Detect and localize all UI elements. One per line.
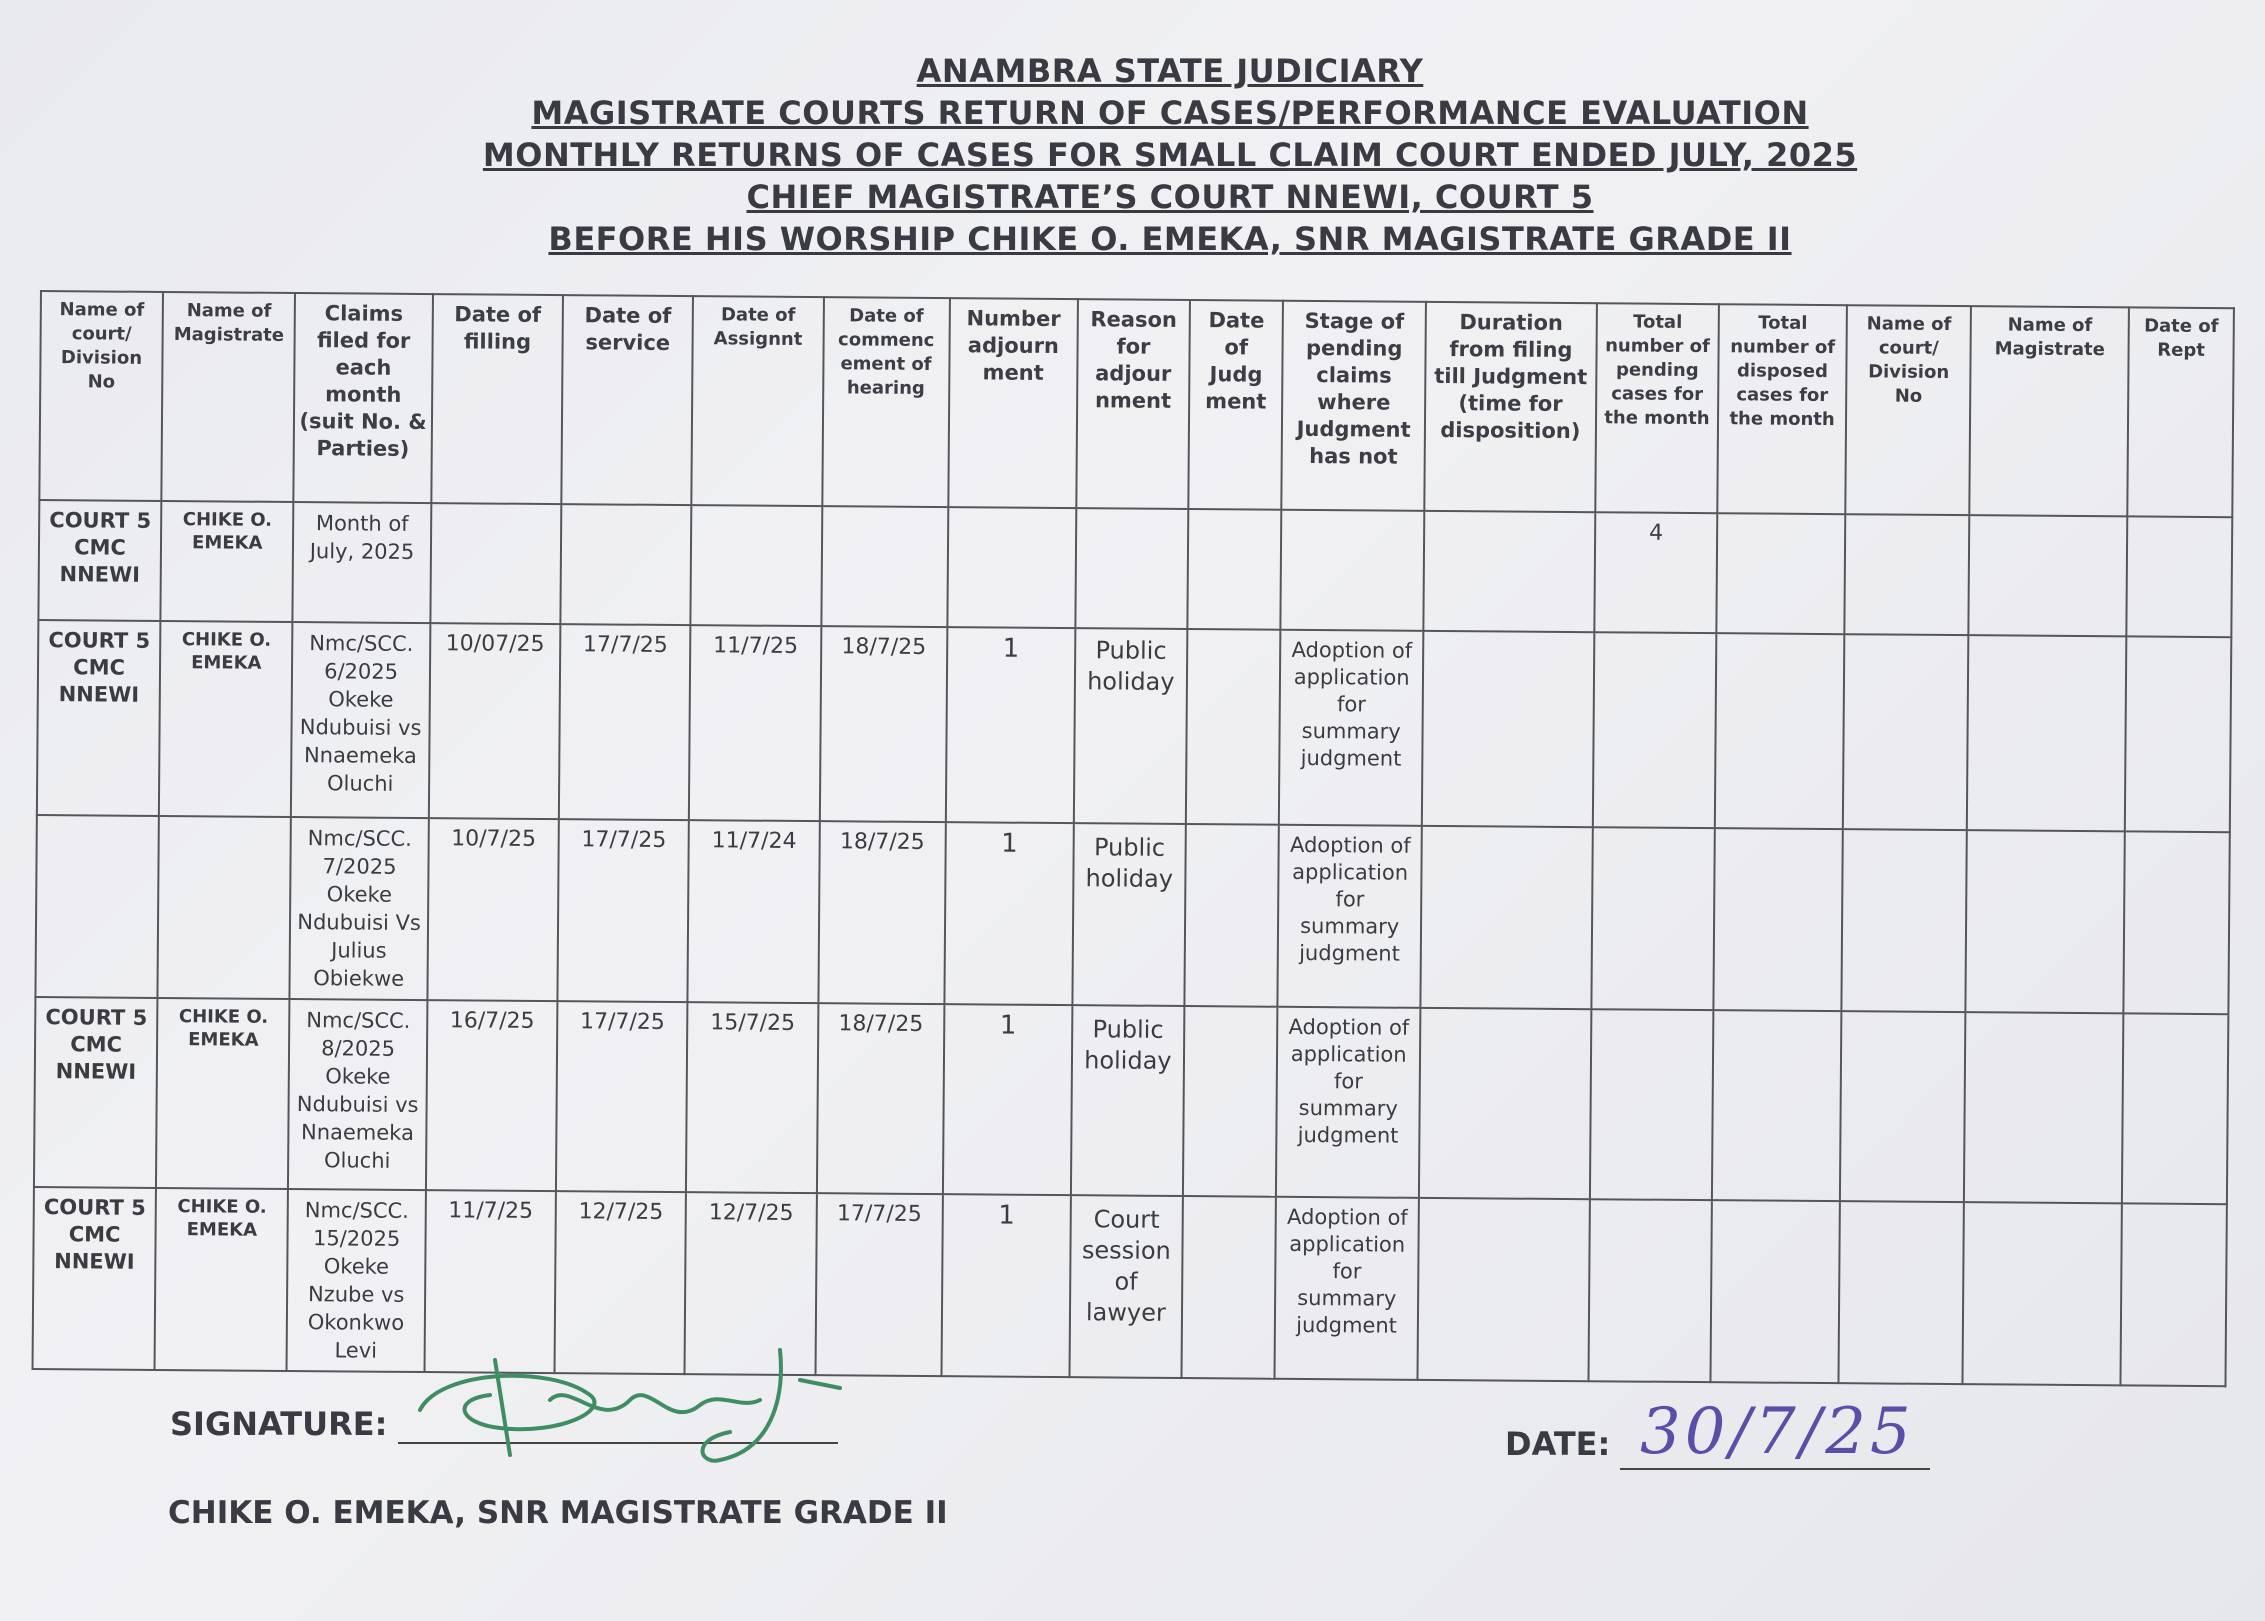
- summary-claims: Month of July, 2025: [293, 502, 431, 623]
- table-row: [34, 997, 2228, 1204]
- row-judgment-date: [1181, 1196, 1276, 1379]
- col-report-date: Date of Rept: [2127, 307, 2234, 517]
- empty-cell: [1593, 632, 1717, 828]
- empty-cell: [1590, 1009, 1714, 1200]
- empty-cell: [1417, 1198, 1589, 1381]
- empty-cell: [1712, 1010, 1842, 1201]
- col-total-disposed: Total number of disposed cases for the month: [1717, 304, 1847, 514]
- row-judgment-date: [1186, 629, 1281, 825]
- empty-cell: [2122, 1013, 2228, 1204]
- row-court: [35, 815, 159, 998]
- row-suit: Nmc/SCC. 6/2025 Okeke Ndubuisi vs Nnaemeka Oluchi: [291, 622, 430, 818]
- col-judgment-date: Date of Judg ment: [1188, 300, 1283, 510]
- col-assignment: Date of Assignnt: [692, 296, 824, 506]
- row-reason: Court session of lawyer: [1069, 1195, 1182, 1378]
- empty-cell: [1588, 1199, 1712, 1382]
- empty-cell: [1713, 828, 1843, 1011]
- date-line: [1620, 1468, 1930, 1470]
- empty-cell: [1420, 826, 1592, 1009]
- signature-scribble: [400, 1340, 860, 1480]
- empty-cell: [1843, 634, 1969, 830]
- row-court: COURT 5 CMC NNEWI: [34, 997, 158, 1188]
- row-suit: Nmc/SCC. 7/2025 Okeke Ndubuisi Vs Julius Obiekwe: [290, 817, 429, 1000]
- row-service-date: 17/7/25: [556, 1001, 688, 1192]
- header-row: [39, 291, 2234, 517]
- summary-row: [38, 500, 2232, 637]
- table-row: [35, 815, 2229, 1014]
- row-magistrate: CHIKE O. EMEKA: [159, 621, 293, 817]
- heading-monthly-returns: MONTHLY RETURNS OF CASES FOR SMALL CLAIM COURT ENDED JULY, 2025: [482, 136, 1858, 174]
- row-filing-date: 10/07/25: [429, 623, 561, 819]
- summary-total-pending: 4: [1594, 512, 1717, 633]
- row-service-date: 17/7/25: [559, 624, 691, 820]
- col-duration: Duration from filing till Judgment (time for disposition): [1424, 302, 1597, 512]
- table-row: [37, 620, 2231, 832]
- row-stage: Adoption of application for summary judgment: [1279, 630, 1423, 826]
- col-hearing: Date of commenc ement of hearing: [822, 297, 950, 507]
- row-reason: Public holiday: [1072, 823, 1185, 1006]
- row-suit: Nmc/SCC. 8/2025 Okeke Ndubuisi vs Nnaemeka Oluchi: [288, 999, 427, 1190]
- empty-cell: [2121, 1203, 2227, 1386]
- date-handwritten: 30/7/25: [1640, 1395, 1915, 1469]
- row-magistrate: CHIKE O. EMEKA: [155, 1188, 289, 1371]
- empty-cell: [821, 506, 948, 627]
- empty-cell: [1075, 508, 1188, 629]
- empty-cell: [1419, 1008, 1591, 1199]
- row-assignment-date: 12/7/25: [685, 1192, 817, 1375]
- date-label: DATE:: [1505, 1425, 1611, 1463]
- col-service: Date of service: [561, 295, 693, 505]
- row-assignment-date: 11/7/25: [689, 625, 821, 821]
- row-hearing-date: 17/7/25: [815, 1193, 943, 1376]
- empty-cell: [1839, 1201, 1965, 1384]
- row-suit: Nmc/SCC. 15/2025 Okeke Nzube vs Okonkwo Levi: [287, 1189, 426, 1372]
- row-service-date: 17/7/25: [557, 819, 689, 1002]
- row-hearing-date: 18/7/25: [816, 1003, 944, 1194]
- col-magistrate-2: Name of Magistrate: [1970, 306, 2129, 516]
- col-court-2: Name of court/ Division No: [1845, 305, 1971, 515]
- row-adjournments: 1: [944, 822, 1074, 1005]
- empty-cell: [1715, 633, 1845, 829]
- empty-cell: [1842, 829, 1968, 1012]
- empty-cell: [1963, 1202, 2122, 1385]
- row-court: COURT 5 CMC NNEWI: [33, 1187, 157, 1370]
- row-stage: Adoption of application for summary judgment: [1276, 1007, 1420, 1198]
- empty-cell: [2126, 516, 2232, 637]
- heading-evaluation: MAGISTRATE COURTS RETURN OF CASES/PERFORMANCE EVALUATION: [531, 94, 1809, 132]
- heading-magistrate: BEFORE HIS WORSHIP CHIKE O. EMEKA, SNR MAGISTRATE GRADE II: [548, 220, 1792, 258]
- signature-label: SIGNATURE:: [170, 1405, 388, 1443]
- row-judgment-date: [1183, 1006, 1278, 1197]
- row-reason: Public holiday: [1071, 1005, 1184, 1196]
- document-heading: [430, 50, 1910, 260]
- row-magistrate: CHIKE O. EMEKA: [156, 998, 290, 1189]
- empty-cell: [1281, 510, 1424, 631]
- row-judgment-date: [1184, 824, 1279, 1007]
- empty-cell: [1969, 515, 2128, 636]
- row-adjournments: 1: [943, 1004, 1073, 1195]
- row-service-date: 12/7/25: [555, 1191, 687, 1374]
- empty-cell: [1422, 631, 1594, 827]
- col-court: Name of court/ Division No: [39, 291, 163, 501]
- returns-table: [32, 290, 2235, 1387]
- row-assignment-date: 11/7/24: [688, 820, 820, 1003]
- row-court: COURT 5 CMC NNEWI: [37, 620, 161, 816]
- empty-cell: [1964, 1012, 2123, 1203]
- row-hearing-date: 18/7/25: [818, 821, 946, 1004]
- col-total-pending: Total number of pending cases for the month: [1595, 303, 1719, 513]
- col-adjournment: Number adjourn ment: [948, 298, 1078, 508]
- row-stage: Adoption of application for summary judgment: [1275, 1197, 1419, 1380]
- row-filing-date: 16/7/25: [426, 1000, 558, 1191]
- col-stage: Stage of pending claims where Judgment has not: [1282, 301, 1426, 511]
- empty-cell: [2125, 636, 2231, 832]
- empty-cell: [1423, 511, 1595, 632]
- col-filing: Date of filling: [431, 294, 563, 504]
- empty-cell: [1967, 635, 2126, 831]
- heading-judiciary: ANAMBRA STATE JUDICIARY: [916, 52, 1424, 90]
- col-claims: Claims filed for each month (suit No. & Parties): [294, 293, 433, 503]
- heading-court: CHIEF MAGISTRATE’S COURT NNEWI, COURT 5: [746, 178, 1594, 216]
- empty-cell: [1840, 1011, 1966, 1202]
- empty-cell: [560, 504, 691, 625]
- empty-cell: [1710, 1200, 1840, 1383]
- row-adjournments: 1: [946, 627, 1076, 823]
- empty-cell: [1187, 509, 1282, 630]
- row-adjournments: 1: [941, 1194, 1071, 1377]
- col-reason: Reason for adjour nment: [1076, 299, 1190, 509]
- row-stage: Adoption of application for summary judgment: [1278, 825, 1422, 1008]
- empty-cell: [2123, 831, 2229, 1014]
- row-assignment-date: 15/7/25: [686, 1002, 818, 1193]
- col-magistrate: Name of Magistrate: [161, 292, 295, 502]
- row-hearing-date: 18/7/25: [819, 626, 947, 822]
- empty-cell: [1591, 827, 1715, 1010]
- summary-magistrate: CHIKE O. EMEKA: [161, 501, 294, 622]
- row-filing-date: 11/7/25: [424, 1190, 556, 1373]
- summary-court: COURT 5 CMC NNEWI: [38, 500, 161, 621]
- empty-cell: [947, 507, 1076, 628]
- empty-cell: [1966, 830, 2125, 1013]
- empty-cell: [1845, 514, 1970, 635]
- table-row: [33, 1187, 2227, 1386]
- empty-cell: [691, 505, 822, 626]
- row-magistrate: [158, 816, 292, 999]
- row-filing-date: 10/7/25: [427, 818, 559, 1001]
- row-reason: Public holiday: [1074, 628, 1187, 824]
- empty-cell: [430, 503, 561, 624]
- signatory-name: CHIKE O. EMEKA, SNR MAGISTRATE GRADE II: [168, 1495, 948, 1531]
- empty-cell: [1716, 513, 1845, 634]
